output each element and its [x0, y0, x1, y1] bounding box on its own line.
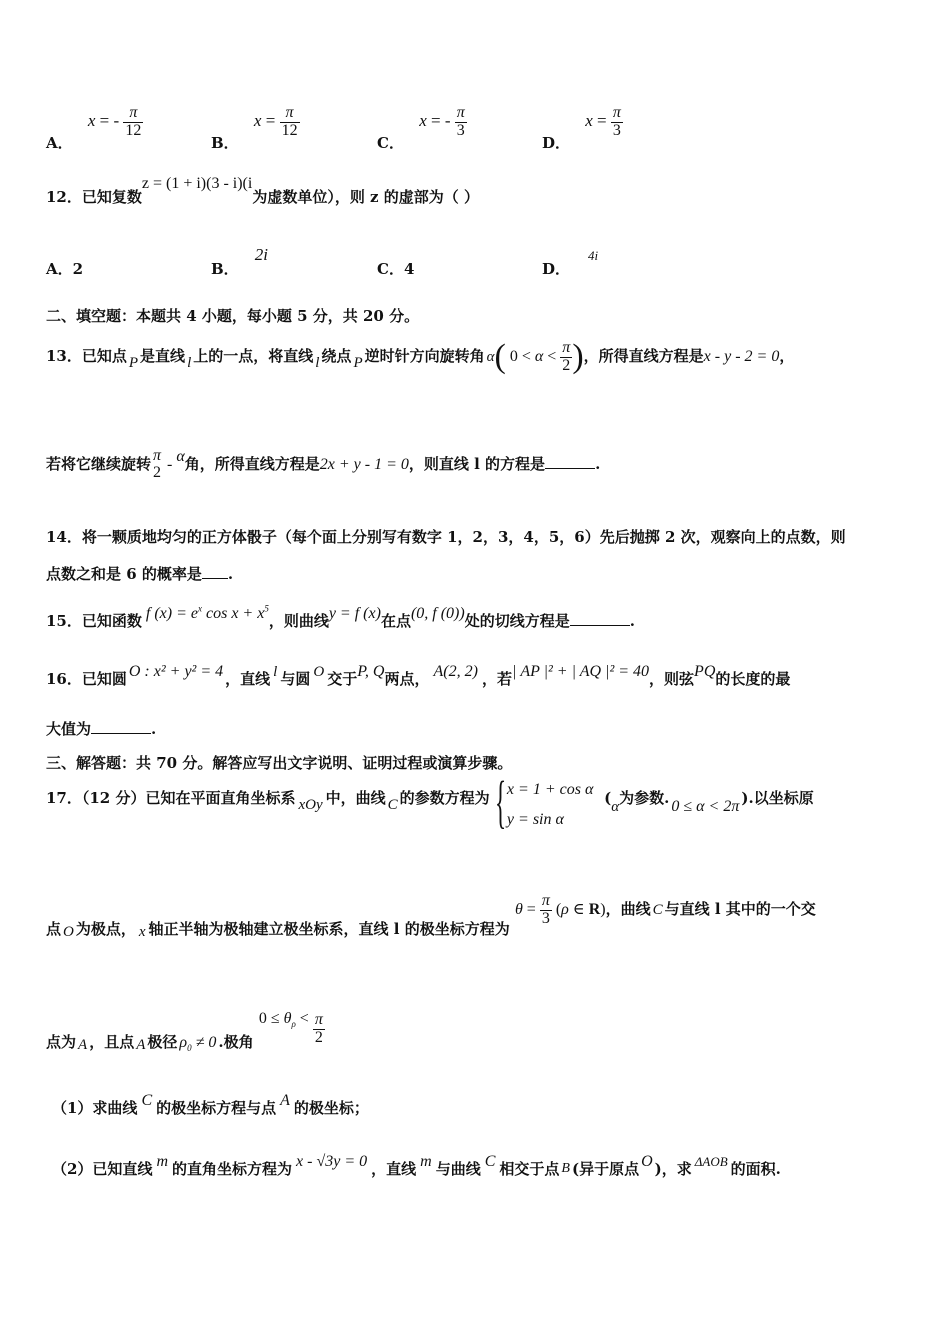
angle-range: $0 \le \theta_\rho$ < $\frac{\pi}{2}$	[258, 1009, 323, 1046]
q17-text: 的极坐标方程与点	[156, 1099, 277, 1117]
parametric-x: x = 1 + cos α	[506, 781, 594, 798]
q17-text: 的直角坐标方程为	[172, 1160, 293, 1178]
q16-condition: | AP |² + | AQ |² = 40	[511, 663, 650, 680]
q11-option-c	[377, 104, 467, 153]
question-17-line-3: 点为 A ，且点 A 极径 $\rho_0 \ne 0$ .极角 $0 \le \theta_\rho$ < $\frac{\pi}{2}$	[46, 1009, 323, 1054]
q16-text: .	[151, 720, 157, 738]
q13-text: 绕点	[321, 347, 352, 365]
q11-option-b	[211, 104, 300, 153]
q17-text: 17．（12 分）已知在平面直角坐标系	[46, 789, 296, 807]
q16-text: 16．已知圆	[46, 670, 127, 688]
q15-text: 处的切线方程是	[464, 612, 570, 630]
question-16-line-1: 16．已知圆 O : x² + y² = 4 ，直线 l 与圆 O 交于P, Q两点， A(2, 2) ，若| AP |² + | AQ |² = 40，则弦PQ的长度的最	[46, 663, 791, 688]
q16-text: 与圆	[280, 670, 311, 688]
q13-text: 逆时针方向旋转角	[364, 347, 485, 365]
q17-text: 与直线 l 其中的一个交	[664, 899, 816, 918]
option-math: x = - $\frac{\pi}{12}$	[87, 104, 142, 139]
q16-circle: O : x² + y² = 4	[128, 663, 224, 680]
q17-text: ，曲线	[605, 899, 651, 918]
section-solutions: 三、解答题：共 70 分。解答应写出文字说明、证明过程或演算步骤。	[46, 754, 513, 772]
option-label: C．4	[377, 260, 415, 278]
q17-text: 的极坐标；	[293, 1099, 369, 1117]
option-label: A．2	[46, 260, 84, 278]
q13-text: 是直线	[140, 347, 186, 365]
q17-text: ).以坐标原	[741, 789, 814, 807]
q17-text: 极径	[147, 1032, 178, 1051]
question-13-line-1: 13．已知点 P 是直线 l 上的一点，将直线 l 绕点 P 逆时针方向旋转角 α( 0 < α < $\frac{\pi}{2}$ )，所得直线方程是x - y - 2 = 0，	[46, 338, 795, 375]
q16-point-a: A(2, 2)	[433, 663, 478, 680]
polar-equation: θ = $\frac{\pi}{3}$ (ρ ∈ R)	[514, 892, 606, 927]
q17-text: ，直线	[371, 1160, 417, 1178]
q13-text: 角，所得直线方程是	[184, 454, 320, 473]
answer-blank[interactable]	[202, 578, 228, 579]
option-math: 2i	[254, 245, 268, 264]
line-m-equation: x - √3y = 0	[296, 1153, 368, 1170]
question-13-line-2: 若将它继续旋转 π 2 - α角，所得直线方程是2x + y - 1 = 0，则直线 l 的方程是 .	[46, 447, 601, 481]
q17-text: 点	[46, 919, 62, 938]
q17-text: 轴正半轴为极轴建立极坐标系，直线 l 的极坐标方程为	[148, 919, 510, 938]
q12-tail: 为虚数单位），则 z 的虚部为（ ）	[252, 188, 480, 206]
q17-text: 相交于点	[499, 1160, 560, 1178]
option-math: x = $\frac{\pi}{3}$	[585, 104, 621, 139]
option-label: A．	[46, 134, 73, 153]
q16-text: ，直线	[225, 670, 271, 688]
q13-text: 若将它继续旋转	[46, 454, 152, 473]
q17-range: 0 ≤ α < 2π	[671, 798, 740, 815]
q17-text: 中，曲线	[325, 789, 386, 807]
question-17-part-2: （2）已知直线 m 的直角坐标方程为 x - √3y = 0 ，直线 m 与曲线 C 相交于点 B (异于原点 O )，求 ΔAOB 的面积.	[52, 1153, 781, 1178]
q17-text: 点为	[46, 1032, 77, 1051]
q16-text: 两点，	[384, 670, 430, 688]
q13-text: ，所得直线方程是	[583, 347, 704, 365]
q15-curve: y = f (x)	[328, 605, 381, 622]
answer-blank[interactable]	[570, 625, 630, 626]
q14-text: .	[227, 565, 234, 583]
parametric-y: y = sin α	[506, 811, 564, 828]
q12-prefix: 12．已知复数	[46, 188, 142, 206]
q17-text: )，求	[654, 1160, 692, 1178]
q12-expr: z = (1 + i)(3 - i)(i	[141, 175, 253, 192]
q17-text: （2）已知直线	[52, 1160, 153, 1178]
q12-option-b	[211, 245, 268, 279]
q11-option-d	[542, 104, 623, 153]
q16-text: ，则弦	[649, 670, 695, 688]
q16-text: 大值为	[46, 720, 92, 738]
q17-coordinate-system: xOy	[298, 797, 323, 813]
option-math: x = $\frac{\pi}{12}$	[253, 104, 298, 139]
section-fill-in-blank: 二、填空题：本题共 4 小题，每小题 5 分，共 20 分。	[46, 307, 420, 325]
option-label: D．	[542, 134, 571, 153]
q13-text: .	[595, 454, 601, 473]
question-17-line-2: 点 O 为极点， x 轴正半轴为极轴建立极坐标系，直线 l 的极坐标方程为 θ = $\frac{\pi}{3}$ (ρ ∈ R)，曲线 C 与直线 l 其中的一个交	[46, 892, 816, 940]
q17-text: ，且点	[89, 1032, 135, 1051]
q13-text: ，	[779, 347, 795, 365]
q12-option-a	[46, 258, 83, 279]
q13-text: 上的一点，将直线	[193, 347, 314, 365]
question-17-line-1: 17．（12 分）已知在平面直角坐标系 xOy 中，曲线 C 的参数方程为 { x = 1 + cos α y = sin α (α为参数. 0 ≤ α < 2π ).以坐标原	[46, 769, 814, 834]
q13-text: ，则直线 l 的方程是	[408, 454, 546, 473]
question-16-line-2	[46, 718, 156, 739]
q11-option-a	[46, 104, 143, 153]
q17-text: .极角	[218, 1032, 254, 1051]
parametric-system: { x = 1 + cos α y = sin α	[494, 769, 594, 834]
q13-equation-1: x - y - 2 = 0	[703, 348, 780, 365]
option-label: B．	[211, 134, 239, 153]
question-14-line-1: 14．将一颗质地均匀的正方体骰子（每个面上分别写有数字 1，2，3，4，5，6）先后抛掷 2 次，观察向上的点数，则	[46, 528, 846, 546]
question-14-line-2	[46, 563, 233, 584]
q17-text: 与曲线	[435, 1160, 481, 1178]
q16-text: ，若	[481, 670, 512, 688]
q13-text: 13．已知点	[46, 347, 127, 365]
question-12	[46, 175, 480, 207]
q12-option-d	[542, 248, 599, 279]
q15-text: ，则曲线	[268, 612, 329, 630]
q15-text: 15．已知函数	[46, 612, 142, 630]
option-math: x = - $\frac{\pi}{3}$	[419, 104, 465, 139]
option-label: D．	[542, 260, 571, 278]
q12-option-c	[377, 258, 414, 279]
q14-text: 点数之和是 6 的概率是	[46, 565, 202, 583]
q17-text: （1）求曲线	[52, 1099, 138, 1117]
question-15: 15．已知函数 f $(x) = e^x$ $\cos x + x^5$，则曲线y = f (x)在点(0, f (0))处的切线方程是 .	[46, 603, 635, 630]
q15-function-tail: cos x + x	[205, 605, 265, 622]
q17-text: (异于原点	[571, 1160, 640, 1178]
triangle-aob: ΔAOB	[694, 1154, 728, 1169]
q15-text: .	[629, 612, 635, 630]
q17-text: 为参数.	[619, 789, 670, 807]
option-math: 4i	[588, 248, 599, 263]
q16-text: 的长度的最	[715, 670, 791, 688]
q17-text: 为极点，	[75, 919, 136, 938]
question-17-part-1: （1）求曲线 C 的极坐标方程与点 A 的极坐标；	[52, 1092, 369, 1117]
q15-function: f (x) = e	[145, 605, 198, 622]
option-label: C．	[377, 134, 404, 153]
q16-chord: PQ	[694, 663, 716, 680]
answer-blank[interactable]	[91, 733, 151, 734]
option-label: B．	[211, 260, 239, 278]
q16-text: 交于	[327, 670, 358, 688]
q15-point: (0, f (0))	[410, 605, 465, 622]
q17-text: 的参数方程为	[399, 789, 490, 807]
answer-blank[interactable]	[545, 468, 595, 469]
q13-equation-2: 2x + y - 1 = 0	[319, 455, 409, 473]
q15-text: 在点	[380, 612, 411, 630]
q16-points: P, Q	[357, 663, 385, 680]
q17-text: 的面积.	[730, 1160, 781, 1178]
